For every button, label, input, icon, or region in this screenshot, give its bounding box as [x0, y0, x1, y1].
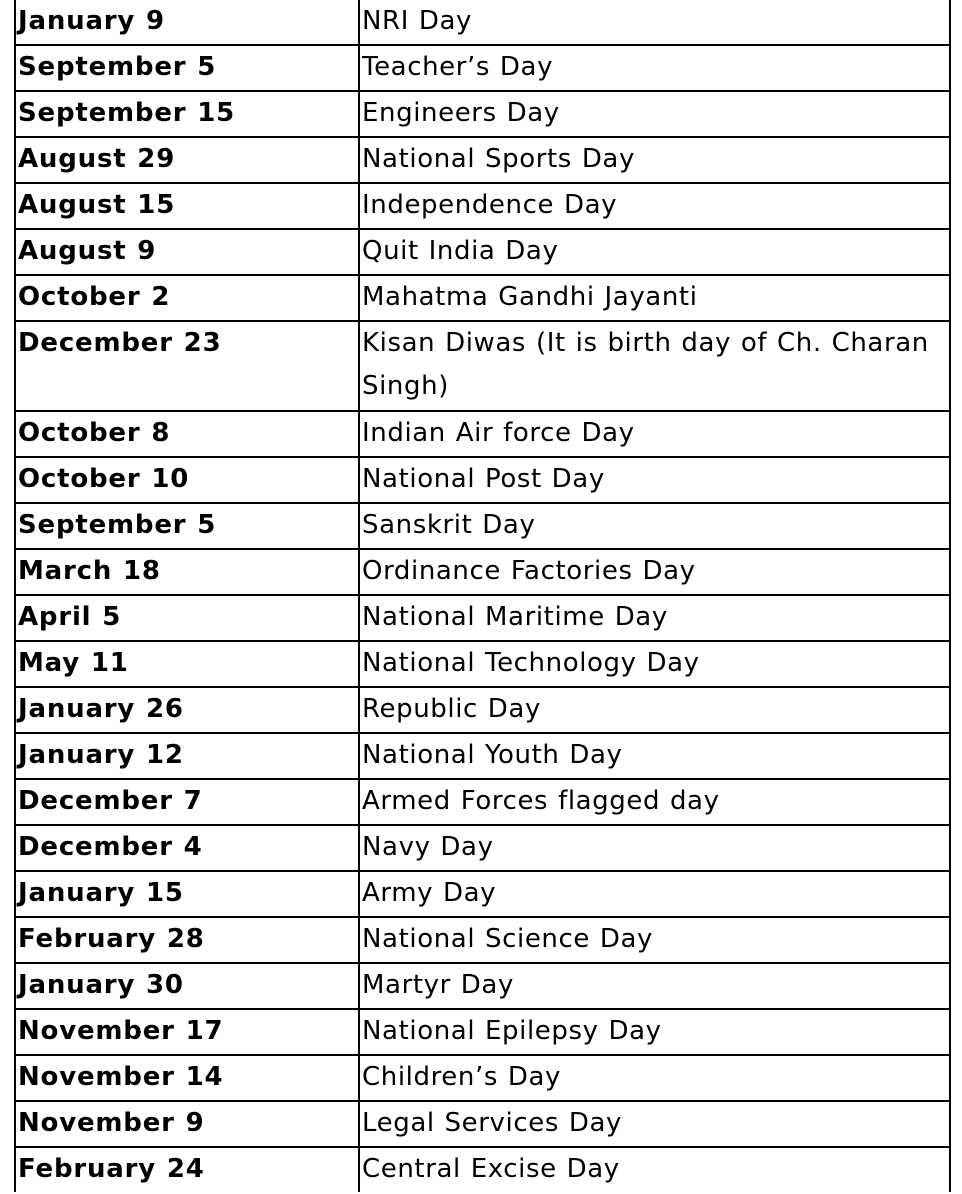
date-cell: August 9: [15, 229, 359, 275]
table-row: [15, 595, 950, 641]
date-cell: March 18: [15, 549, 359, 595]
date-cell: January 15: [15, 871, 359, 917]
table-row: [15, 137, 950, 183]
event-cell: Children’s Day: [359, 1055, 950, 1101]
table-row: [15, 963, 950, 1009]
table-row: [15, 457, 950, 503]
table-row: [15, 871, 950, 917]
date-cell: October 10: [15, 457, 359, 503]
date-cell: December 4: [15, 825, 359, 871]
date-cell: October 8: [15, 411, 359, 457]
event-cell: Ordinance Factories Day: [359, 549, 950, 595]
event-cell: Sanskrit Day: [359, 503, 950, 549]
table-row: [15, 275, 950, 321]
date-cell: May 11: [15, 641, 359, 687]
event-cell: Indian Air force Day: [359, 411, 950, 457]
event-cell: National Technology Day: [359, 641, 950, 687]
event-cell: Teacher’s Day: [359, 45, 950, 91]
table-row: [15, 183, 950, 229]
table-row: [15, 503, 950, 549]
date-cell: February 28: [15, 917, 359, 963]
table-row: [15, 641, 950, 687]
event-cell: Republic Day: [359, 687, 950, 733]
event-cell: Mahatma Gandhi Jayanti: [359, 275, 950, 321]
date-cell: December 23: [15, 321, 359, 411]
event-cell: Central Excise Day: [359, 1147, 950, 1192]
event-cell: National Maritime Day: [359, 595, 950, 641]
date-cell: November 17: [15, 1009, 359, 1055]
table-row: [15, 733, 950, 779]
date-cell: September 5: [15, 503, 359, 549]
table-row: [15, 825, 950, 871]
table-row: [15, 549, 950, 595]
event-cell: Martyr Day: [359, 963, 950, 1009]
event-cell: National Epilepsy Day: [359, 1009, 950, 1055]
table-row: [15, 1147, 950, 1192]
table-row: [15, 1055, 950, 1101]
date-cell: February 24: [15, 1147, 359, 1192]
table-row: [15, 1101, 950, 1147]
event-cell: National Youth Day: [359, 733, 950, 779]
table-row: [15, 687, 950, 733]
important-days-table: [14, 0, 951, 1192]
table-row: [15, 917, 950, 963]
date-cell: November 9: [15, 1101, 359, 1147]
date-cell: September 5: [15, 45, 359, 91]
date-cell: January 26: [15, 687, 359, 733]
event-cell: Legal Services Day: [359, 1101, 950, 1147]
date-cell: September 15: [15, 91, 359, 137]
table-row: [15, 1009, 950, 1055]
table-row: [15, 45, 950, 91]
date-cell: August 29: [15, 137, 359, 183]
table-row: [15, 229, 950, 275]
event-cell: National Sports Day: [359, 137, 950, 183]
event-cell: Armed Forces flagged day: [359, 779, 950, 825]
event-cell: NRI Day: [359, 0, 950, 45]
date-cell: December 7: [15, 779, 359, 825]
date-cell: April 5: [15, 595, 359, 641]
event-cell: National Science Day: [359, 917, 950, 963]
event-cell: Engineers Day: [359, 91, 950, 137]
date-cell: January 12: [15, 733, 359, 779]
table-row: [15, 91, 950, 137]
event-cell: Army Day: [359, 871, 950, 917]
table-row: [15, 321, 950, 411]
table-body: [15, 0, 950, 1192]
event-cell: Independence Day: [359, 183, 950, 229]
event-cell: Navy Day: [359, 825, 950, 871]
date-cell: January 9: [15, 0, 359, 45]
event-cell: Quit India Day: [359, 229, 950, 275]
date-cell: January 30: [15, 963, 359, 1009]
table-row: [15, 411, 950, 457]
date-cell: October 2: [15, 275, 359, 321]
date-cell: November 14: [15, 1055, 359, 1101]
date-cell: August 15: [15, 183, 359, 229]
table-row: [15, 779, 950, 825]
event-cell: National Post Day: [359, 457, 950, 503]
table-row: [15, 0, 950, 45]
event-cell: Kisan Diwas (It is birth day of Ch. Charan Singh): [359, 321, 950, 411]
